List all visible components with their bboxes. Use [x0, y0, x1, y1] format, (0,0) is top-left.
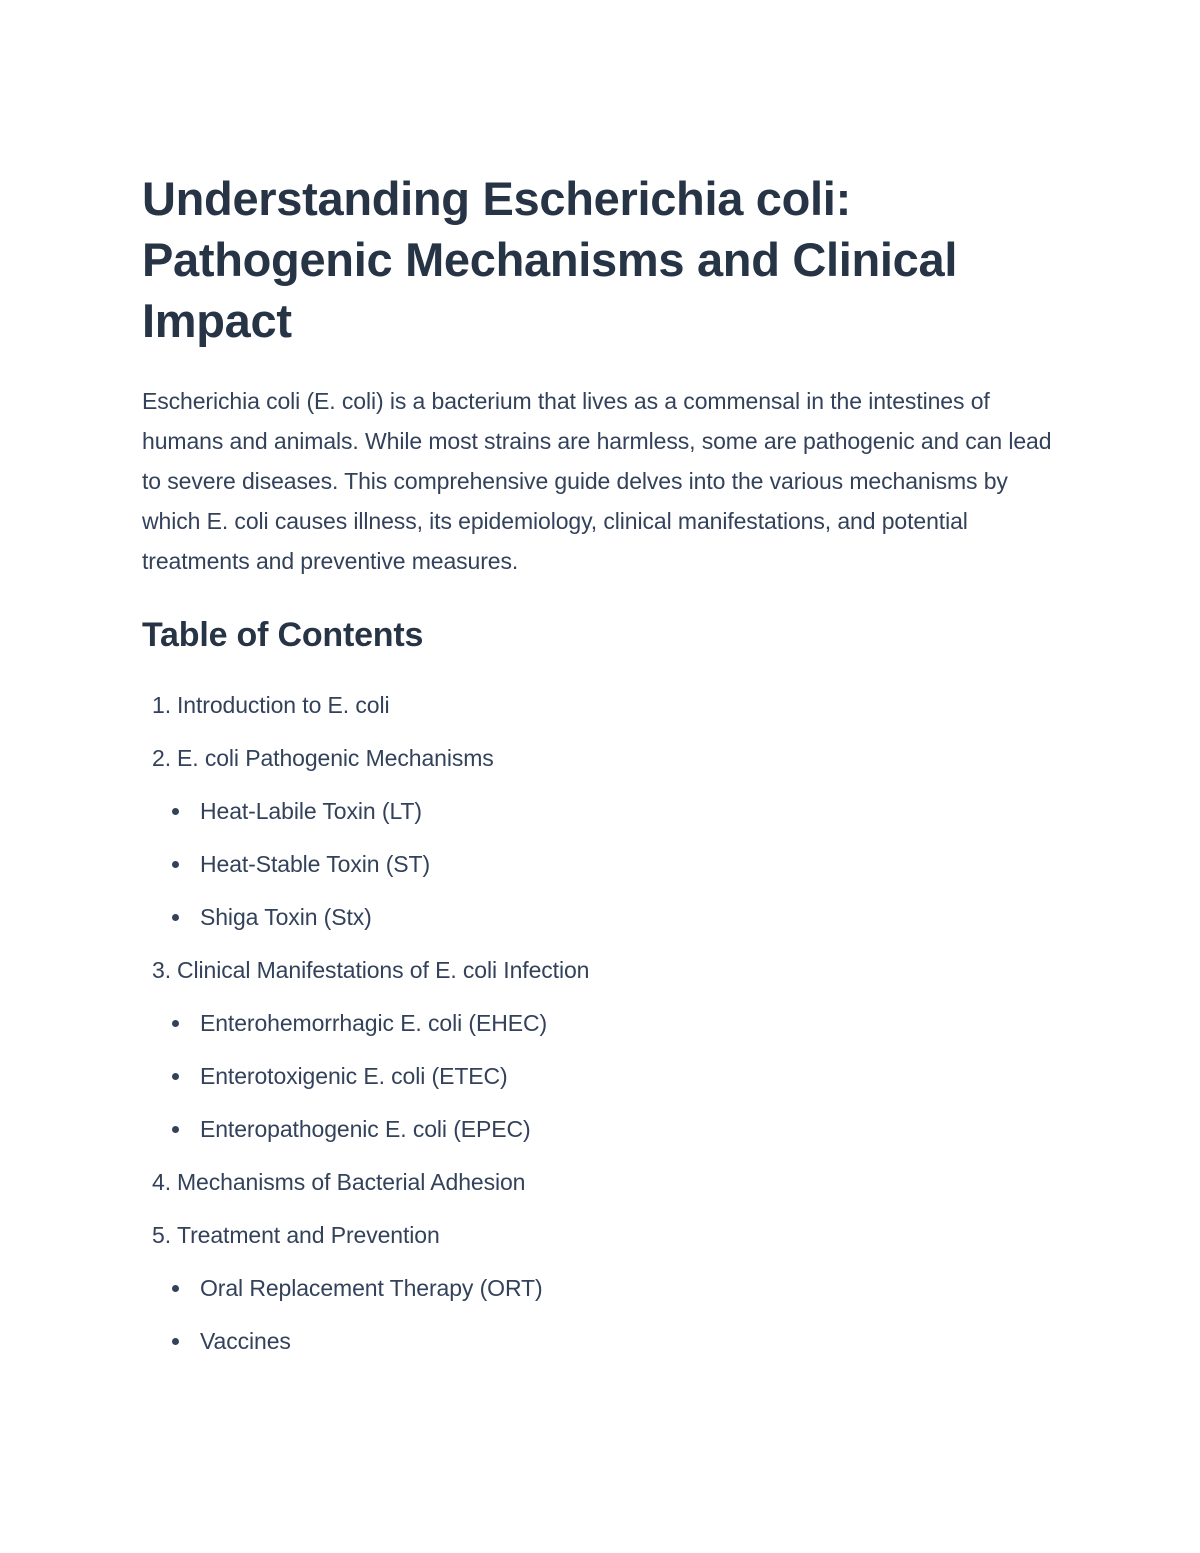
- toc-item-number: 4.: [152, 1169, 171, 1195]
- bullet-icon: [172, 914, 179, 921]
- toc-item-number: 2.: [152, 745, 171, 771]
- toc-item-label: E. coli Pathogenic Mechanisms: [177, 745, 494, 771]
- toc-sublist: [142, 997, 1060, 1156]
- toc-item-introduction: [142, 679, 1060, 732]
- toc-subitem: [142, 838, 1060, 891]
- toc-subitem-label: Vaccines: [200, 1328, 291, 1354]
- toc-subitem-label: Shiga Toxin (Stx): [200, 904, 372, 930]
- toc-item-label: Introduction to E. coli: [177, 692, 390, 718]
- bullet-icon: [172, 1020, 179, 1027]
- bullet-icon: [172, 861, 179, 868]
- toc-heading: Table of Contents: [142, 616, 424, 654]
- intro-paragraph: Escherichia coli (E. coli) is a bacterium that lives as a commensal in the intestines of humans and animals. While most strains are harmless, some are pathogenic and can lead to severe diseases. This comprehensive guide delves into the various mechanisms by which E. coli causes illness, its epidemiology, clinical manifestations, and potential treatments and preventive measures.: [142, 388, 1052, 574]
- bullet-icon: [172, 808, 179, 815]
- toc-subitem-label: Heat-Stable Toxin (ST): [200, 851, 431, 877]
- toc-subitem: [142, 1103, 1060, 1156]
- toc-subitem: [142, 1315, 1060, 1368]
- toc-item-number: 1.: [152, 692, 171, 718]
- toc-item-number: 5.: [152, 1222, 171, 1248]
- toc-item-bacterial-adhesion: [142, 1156, 1060, 1209]
- toc-subitem: [142, 997, 1060, 1050]
- toc-subitem-label: Oral Replacement Therapy (ORT): [200, 1275, 543, 1301]
- toc-subitem-label: Enterotoxigenic E. coli (ETEC): [200, 1063, 508, 1089]
- toc-sublist: [142, 1262, 1060, 1368]
- toc-subitem: [142, 891, 1060, 944]
- toc-subitem: [142, 1262, 1060, 1315]
- toc-subitem-label: Enterohemorrhagic E. coli (EHEC): [200, 1010, 548, 1036]
- bullet-icon: [172, 1285, 179, 1292]
- bullet-icon: [172, 1126, 179, 1133]
- toc-subitem: [142, 1050, 1060, 1103]
- toc-subitem: [142, 785, 1060, 838]
- toc-subitem-label: Heat-Labile Toxin (LT): [200, 798, 422, 824]
- table-of-contents: [142, 679, 1060, 1368]
- toc-item-pathogenic-mechanisms: [142, 732, 1060, 944]
- toc-item-label: Mechanisms of Bacterial Adhesion: [177, 1169, 526, 1195]
- toc-item-treatment-prevention: [142, 1209, 1060, 1368]
- toc-item-label: Clinical Manifestations of E. coli Infection: [177, 957, 590, 983]
- bullet-icon: [172, 1338, 179, 1345]
- page-title: Understanding Escherichia coli: Pathogenic Mechanisms and Clinical Impact: [142, 172, 958, 347]
- toc-item-number: 3.: [152, 957, 171, 983]
- toc-item-label: Treatment and Prevention: [177, 1222, 440, 1248]
- toc-sublist: [142, 785, 1060, 944]
- toc-item-clinical-manifestations: [142, 944, 1060, 1156]
- bullet-icon: [172, 1073, 179, 1080]
- toc-subitem-label: Enteropathogenic E. coli (EPEC): [200, 1116, 531, 1142]
